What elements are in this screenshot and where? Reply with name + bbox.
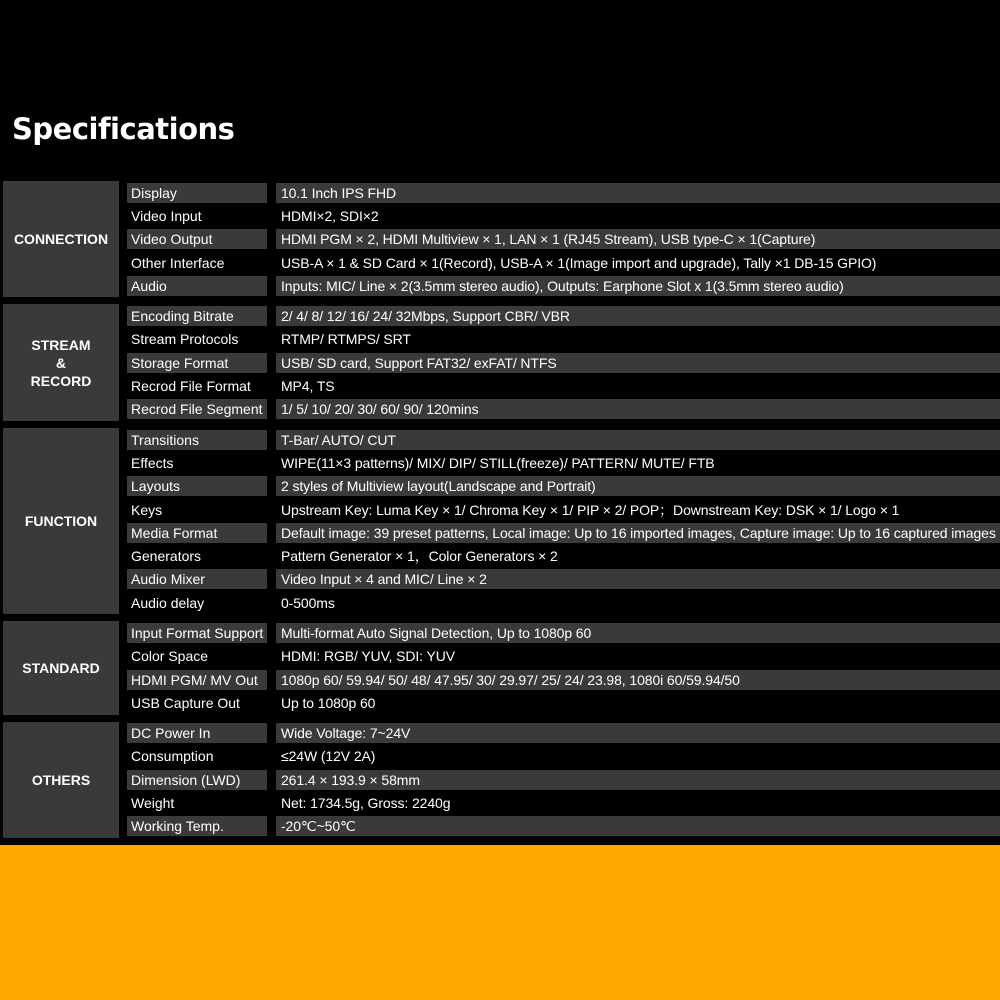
spec-value: HDMI PGM × 2, HDMI Multiview × 1, LAN × 1 (RJ45 Stream), USB type-C × 1(Capture) [276,229,1000,249]
spec-value: ≤24W (12V 2A) [281,748,376,765]
spec-key: Audio Mixer [127,569,267,589]
spec-row [127,691,1000,714]
spec-row [127,544,1000,567]
spec-value: Video Input × 4 and MIC/ Line × 2 [276,569,1000,589]
section-rows [127,181,1000,297]
spec-value: 261.4 × 193.9 × 58mm [276,770,1000,790]
section-label: FUNCTION [3,428,119,614]
spec-key: Recrod File Format [131,378,251,395]
section-label: STREAM & RECORD [3,304,119,420]
section-rows [127,621,1000,714]
spec-value: Wide Voltage: 7~24V [276,723,1000,743]
spec-value: Inputs: MIC/ Line × 2(3.5mm stereo audio), Outputs: Earphone Slot x 1(3.5mm stereo audio) [276,276,1000,296]
spec-row [127,645,1000,668]
spec-value: -20℃~50℃ [276,816,1000,836]
spec-key: Video Input [131,207,202,224]
spec-key: Effects [131,454,174,471]
spec-key: Layouts [127,476,267,496]
spec-key: Storage Format [127,353,267,373]
spec-key: Audio [127,276,267,296]
spec-value: 1/ 5/ 10/ 20/ 30/ 60/ 90/ 120mins [276,399,1000,419]
spec-key: Display [127,183,267,203]
section-label: STANDARD [3,621,119,714]
orange-footer-band [0,845,1000,1000]
spec-key: Input Format Support [127,623,267,643]
spec-row [127,451,1000,474]
spec-row [127,621,1000,644]
spec-row [127,228,1000,251]
spec-key: Other Interface [131,254,225,271]
section-label: OTHERS [3,722,119,838]
spec-value: USB/ SD card, Support FAT32/ exFAT/ NTFS [276,353,1000,373]
spec-key: Weight [131,795,175,812]
spec-key: Recrod File Segment [127,399,267,419]
spec-row [127,498,1000,521]
spec-key: Audio delay [131,594,205,611]
spec-value: Default image: 39 preset patterns, Local image: Up to 16 imported images, Capture image: Up to 16 captured images [276,523,1000,543]
spec-value: Multi-format Auto Signal Detection, Up to 1080p 60 [276,623,1000,643]
spec-key: Working Temp. [127,816,267,836]
spec-table [3,181,1000,845]
spec-row [127,791,1000,814]
spec-value: 0-500ms [281,594,335,611]
spec-section [3,428,1000,614]
section-rows [127,304,1000,420]
spec-value: HDMI×2, SDI×2 [281,207,379,224]
spec-value: 10.1 Inch IPS FHD [276,183,1000,203]
spec-value: MP4, TS [281,378,335,395]
spec-row [127,204,1000,227]
spec-value: USB-A × 1 & SD Card × 1(Record), USB-A × 1(Image import and upgrade), Tally ×1 DB-15 GPIO) [281,254,877,271]
section-rows [127,722,1000,838]
spec-value: Up to 1080p 60 [281,694,376,711]
spec-row [127,668,1000,691]
spec-key: DC Power In [127,723,267,743]
spec-section [3,181,1000,297]
spec-value: 1080p 60/ 59.94/ 50/ 48/ 47.95/ 30/ 29.97/ 25/ 24/ 23.98, 1080i 60/59.94/50 [276,670,1000,690]
spec-row [127,374,1000,397]
spec-key: Video Output [127,229,267,249]
spec-row [127,722,1000,745]
spec-row [127,815,1000,838]
spec-key: Color Space [131,648,209,665]
spec-section [3,722,1000,838]
spec-row [127,428,1000,451]
spec-row [127,251,1000,274]
spec-row [127,181,1000,204]
spec-row [127,398,1000,421]
spec-value: RTMP/ RTMPS/ SRT [281,331,411,348]
spec-value: 2/ 4/ 8/ 12/ 16/ 24/ 32Mbps, Support CBR/ VBR [276,306,1000,326]
spec-row [127,591,1000,614]
spec-key: Dimension (LWD) [127,770,267,790]
spec-value: WIPE(11×3 patterns)/ MIX/ DIP/ STILL(freeze)/ PATTERN/ MUTE/ FTB [281,454,715,471]
spec-key: Transitions [127,430,267,450]
spec-key: Consumption [131,748,214,765]
spec-key: HDMI PGM/ MV Out [127,670,267,690]
spec-row [127,304,1000,327]
spec-value: T-Bar/ AUTO/ CUT [276,430,1000,450]
spec-key: Stream Protocols [131,331,239,348]
spec-value: Upstream Key: Luma Key × 1/ Chroma Key × 1/ PIP × 2/ POP；Downstream Key: DSK × 1/ Logo × 1 [281,501,900,518]
spec-key: USB Capture Out [131,694,240,711]
page-title: Specifications [12,112,235,146]
spec-key: Media Format [127,523,267,543]
spec-value: Pattern Generator × 1，Color Generators × 2 [281,548,558,565]
spec-key: Generators [131,548,202,565]
section-label: CONNECTION [3,181,119,297]
spec-row [127,768,1000,791]
spec-section [3,304,1000,420]
spec-section [3,621,1000,714]
spec-value: HDMI: RGB/ YUV, SDI: YUV [281,648,455,665]
spec-row [127,351,1000,374]
spec-row [127,328,1000,351]
spec-key: Encoding Bitrate [127,306,267,326]
spec-row [127,521,1000,544]
spec-row [127,274,1000,297]
section-rows [127,428,1000,614]
spec-row [127,745,1000,768]
spec-value: 2 styles of Multiview layout(Landscape and Portrait) [276,476,1000,496]
spec-row [127,475,1000,498]
spec-row [127,568,1000,591]
spec-value: Net: 1734.5g, Gross: 2240g [281,795,451,812]
spec-key: Keys [131,501,163,518]
